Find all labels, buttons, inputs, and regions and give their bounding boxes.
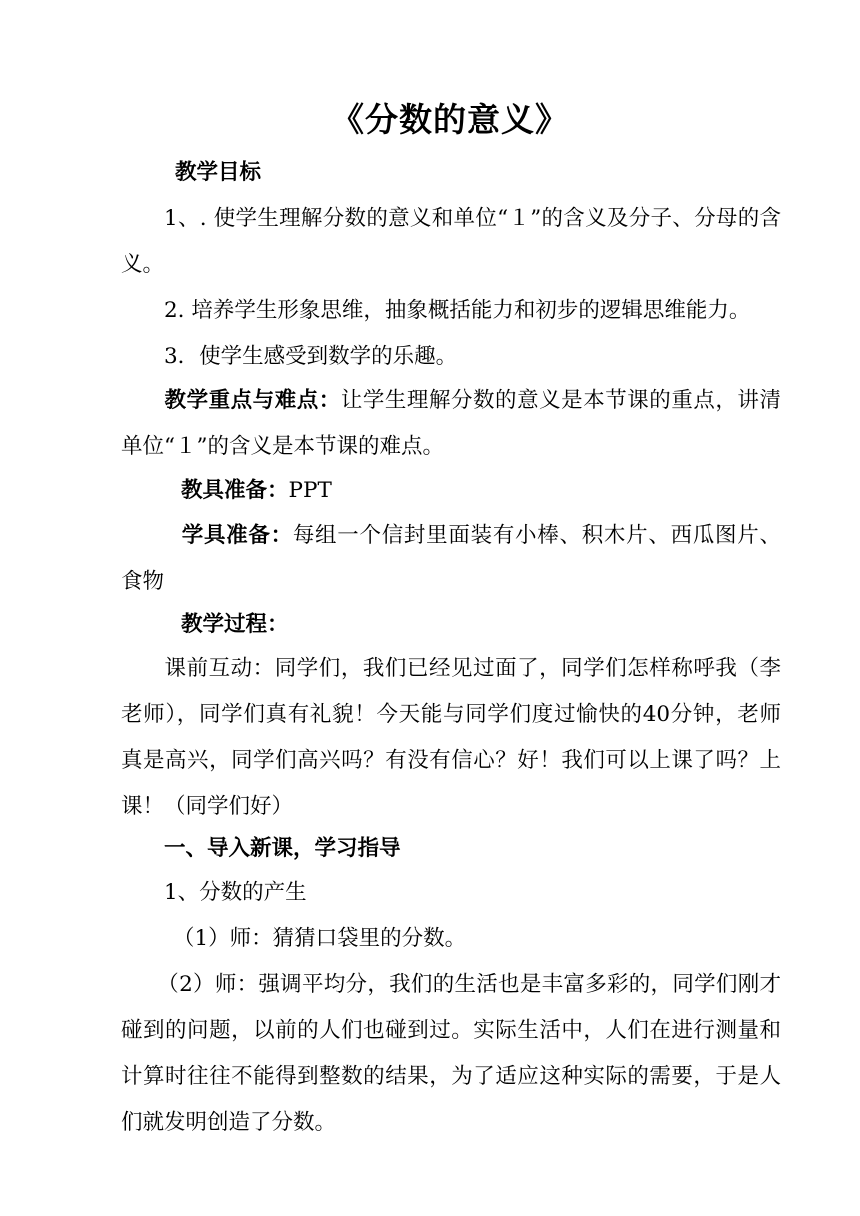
objective-3: 3．使学生感受到数学的乐趣。 [164,344,458,369]
teacher-prep: 教具准备：PPT [181,478,332,503]
student-prep-label: 学具准备： [181,523,293,548]
key-points-label: 教学重点与难点： [164,388,341,413]
objective-2: 2. 培养学生形象思维，抽象概括能力和初步的逻辑思维能力。 [164,298,751,323]
warmup-paragraph: 课前互动：同学们，我们已经见过面了，同学们怎样称呼我（李老师），同学们真有礼貌！今天能与同学们度过愉快的40分钟，老师真是高兴，同学们高兴吗？有没有信心？好！我们可以上课了吗？上课！（同学们好） [121,656,781,819]
objectives-heading: 教学目标 [175,160,262,185]
step-2: （2）师：强调平均分，我们的生活也是丰富多彩的，同学们刚才碰到的问题，以前的人们也碰到过。实际生活中，人们在进行测量和计算时往往不能得到整数的结果，为了适应这种实际的需要，于是人们就发明创造了分数。 [121,972,781,1135]
process-heading: 教学过程： [181,612,289,637]
student-prep: 学具准备：每组一个信封里面装有小棒、积木片、西瓜图片、食物 [121,523,781,594]
step-1: （1）师：猜猜口袋里的分数。 [173,926,467,951]
section-1-heading: 一、导入新课，学习指导 [164,836,401,861]
objective-1: 1、. 使学生理解分数的意义和单位“１”的含义及分子、分母的含义。 [121,206,781,277]
subsection-1: 1、分数的产生 [164,880,307,905]
teacher-prep-label: 教具准备： [181,478,289,503]
key-points: 教学重点与难点：让学生理解分数的意义是本节课的重点，讲清单位“１”的含义是本节课的难点。 [121,388,781,459]
document-title: 《分数的意义》 [331,100,569,139]
